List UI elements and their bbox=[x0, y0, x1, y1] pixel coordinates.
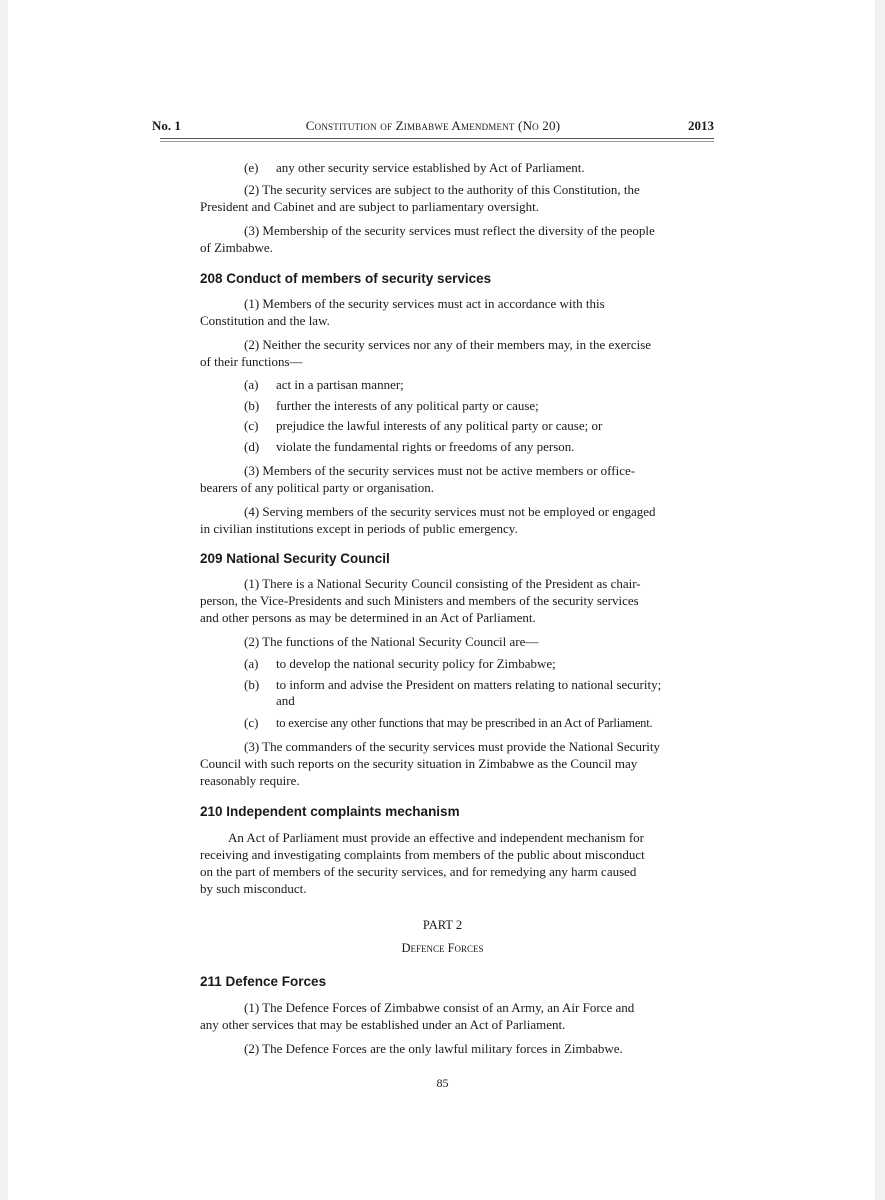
para-2-line-1: (2) The security services are subject to the authority of this Constitution, the bbox=[244, 182, 640, 197]
item-e: (e) any other security service established by Act of Parliament. bbox=[244, 160, 585, 175]
s208-p1-line-1: (1) Members of the security services must act in accordance with this bbox=[244, 296, 605, 311]
section-210-heading: 210 Independent complaints mechanism bbox=[200, 804, 460, 819]
para-3-line-1: (3) Membership of the security services must reflect the diversity of the people bbox=[244, 223, 655, 238]
section-208-heading: 208 Conduct of members of security services bbox=[200, 271, 492, 286]
s208-p4-line-2: in civilian institutions except in periods of public emergency. bbox=[200, 521, 518, 536]
s210-p1-line-3: on the part of members of the security services, and for remedying any harm caused bbox=[200, 864, 637, 879]
s208-p2-line-1: (2) Neither the security services nor any of their members may, in the exercise bbox=[244, 337, 652, 352]
para-3-line-2: of Zimbabwe. bbox=[200, 240, 273, 255]
s208-item-c: (c) prejudice the lawful interests of any political party or cause; or bbox=[244, 418, 603, 433]
s211-p1-line-1: (1) The Defence Forces of Zimbabwe consist of an Army, an Air Force and bbox=[244, 1000, 635, 1015]
part-title: Defence Forces bbox=[401, 941, 484, 955]
para-2-line-2: President and Cabinet and are subject to parliamentary oversight. bbox=[200, 199, 539, 214]
page-number: 85 bbox=[436, 1076, 449, 1090]
header-rule-secondary bbox=[160, 141, 714, 142]
s209-p3-line-3: reasonably require. bbox=[200, 773, 300, 788]
header-title: Constitution of Zimbabwe Amendment (No 20) bbox=[305, 118, 561, 133]
header-number: No. 1 bbox=[152, 118, 181, 133]
s208-p3-line-1: (3) Members of the security services must not be active members or office- bbox=[244, 463, 636, 478]
s211-p1-line-2: any other services that may be established under an Act of Parliament. bbox=[200, 1017, 566, 1032]
header-rule bbox=[160, 138, 714, 139]
header-year: 2013 bbox=[688, 118, 714, 133]
running-header bbox=[152, 118, 714, 138]
s208-p2-line-2: of their functions— bbox=[200, 354, 303, 369]
s209-p1-line-2: person, the Vice-Presidents and such Ministers and members of the security services bbox=[200, 593, 639, 608]
s209-item-a: (a) to develop the national security policy for Zimbabwe; bbox=[244, 656, 556, 671]
s208-p1-line-2: Constitution and the law. bbox=[200, 313, 330, 328]
s209-p3-line-1: (3) The commanders of the security services must provide the National Security bbox=[244, 739, 660, 754]
s211-p2: (2) The Defence Forces are the only lawful military forces in Zimbabwe. bbox=[244, 1041, 623, 1056]
s210-p1-line-1: An Act of Parliament must provide an effective and independent mechanism for bbox=[228, 830, 644, 845]
s208-p3-line-2: bearers of any political party or organisation. bbox=[200, 480, 435, 495]
part-label: PART 2 bbox=[422, 918, 463, 932]
s208-item-b: (b) further the interests of any political party or cause; bbox=[244, 398, 539, 413]
s209-p3-line-2: Council with such reports on the security situation in Zimbabwe as the Council may bbox=[200, 756, 638, 771]
s209-item-b: (b) to inform and advise the President on matters relating to national security; bbox=[244, 677, 662, 692]
s209-p2: (2) The functions of the National Security Council are— bbox=[244, 634, 539, 649]
s208-item-a: (a) act in a partisan manner; bbox=[244, 377, 404, 392]
section-211-heading: 211 Defence Forces bbox=[200, 974, 327, 989]
s209-p1-line-3: and other persons as may be determined in an Act of Parliament. bbox=[200, 610, 536, 625]
s209-p1-line-1: (1) There is a National Security Council consisting of the President as chair- bbox=[244, 576, 641, 591]
s209-item-c: (c) to exercise any other functions that may be prescribed in an Act of Parliament. bbox=[244, 715, 653, 730]
s210-p1-line-2: receiving and investigating complaints from members of the public about misconduct bbox=[200, 847, 645, 862]
s208-p4-line-1: (4) Serving members of the security services must not be employed or engaged bbox=[244, 504, 656, 519]
s209-item-b-cont: and bbox=[276, 693, 295, 708]
section-209-heading: 209 National Security Council bbox=[200, 551, 390, 566]
s208-item-d: (d) violate the fundamental rights or freedoms of any person. bbox=[244, 439, 575, 454]
s210-p1-line-4: by such misconduct. bbox=[200, 881, 307, 896]
